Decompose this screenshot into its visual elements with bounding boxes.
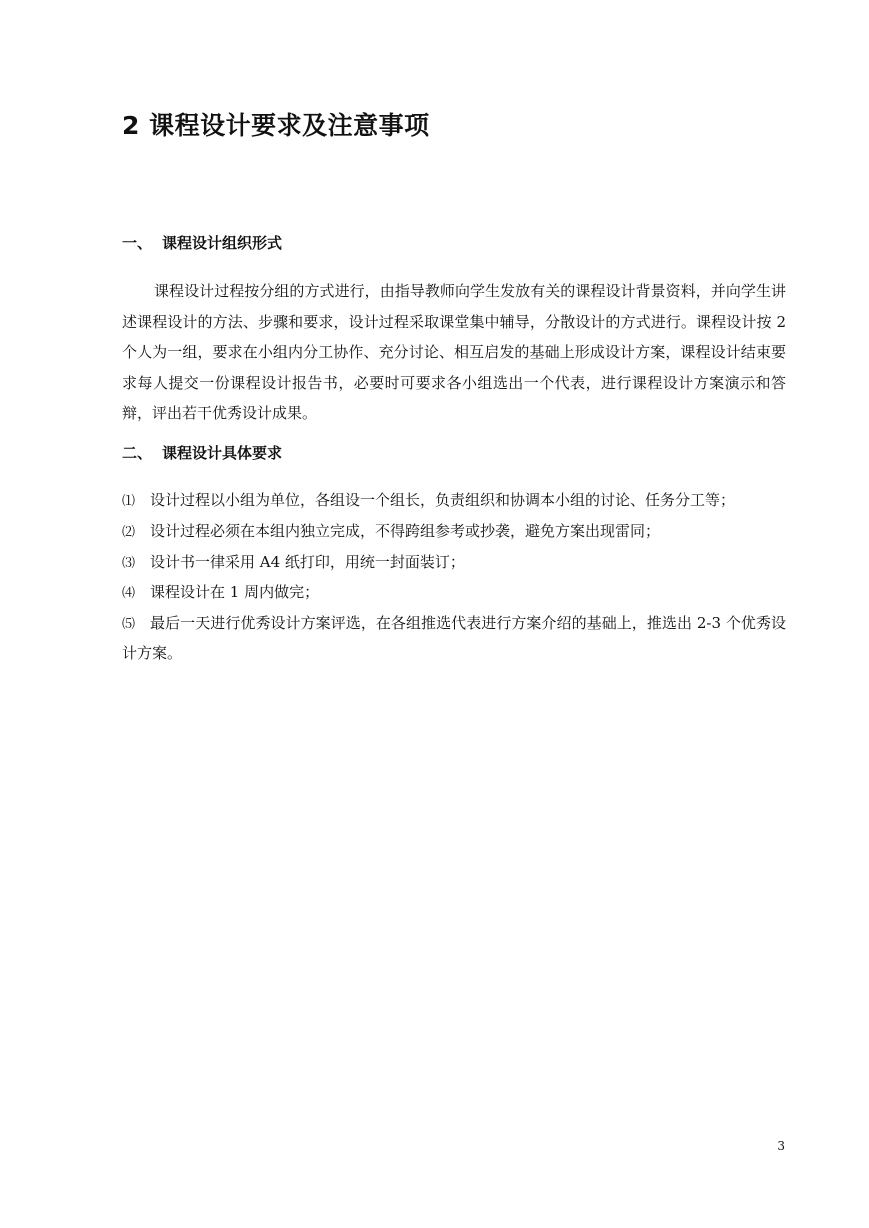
list-item-text: 最后一天进行优秀设计方案评选，在各组推选代表进行方案介绍的基础上，推选出 2-3 个优秀设计方案。 <box>122 614 786 663</box>
list-marker: ⑴ <box>122 494 136 509</box>
organization-paragraph: 课程设计过程按分组的方式进行，由指导教师向学生发放有关的课程设计背景资料，并向学生讲述课程设计的方法、步骤和要求，设计过程采取课堂集中辅导，分散设计的方式进行。课程设计按 2 个人为一组，要求在小组内分工协作、充分讨论、相互启发的基础上形成设计方案，课程设计结束要求每人提交一份课程设计报告书，必要时可要求各小组选出一个代表，进行课程设计方案演示和答辩，评出若干优秀设计成果。 <box>122 282 786 423</box>
section-title: 课程设计组织形式 <box>162 234 283 252</box>
list-item <box>122 486 786 516</box>
section-number: 一、 <box>122 234 153 252</box>
list-item <box>122 578 786 608</box>
section-heading-requirements <box>122 440 282 466</box>
chapter-title: 2 课程设计要求及注意事项 <box>122 111 430 140</box>
list-item-text: 设计书一律采用 A4 纸打印，用统一封面装订； <box>150 552 465 571</box>
list-item-text: 设计过程必须在本组内独立完成，不得跨组参考或抄袭，避免方案出现雷同； <box>150 521 661 540</box>
section-title: 课程设计具体要求 <box>162 444 283 462</box>
list-item <box>122 609 786 668</box>
list-item <box>122 548 786 578</box>
list-item-text: 课程设计在 1 周内做完； <box>150 583 320 602</box>
section-heading-organization <box>122 230 282 256</box>
page-number: 3 <box>777 1139 785 1153</box>
list-marker: ⑵ <box>122 524 136 540</box>
list-marker: ⑶ <box>122 555 136 571</box>
list-item-text: 设计过程以小组为单位，各组设一个组长，负责组织和协调本小组的讨论、任务分工等； <box>150 491 736 509</box>
list-marker: ⑷ <box>122 586 136 602</box>
list-marker: ⑸ <box>122 617 136 633</box>
requirements-list <box>122 486 786 669</box>
list-item <box>122 517 786 547</box>
section-number: 二、 <box>122 444 153 462</box>
